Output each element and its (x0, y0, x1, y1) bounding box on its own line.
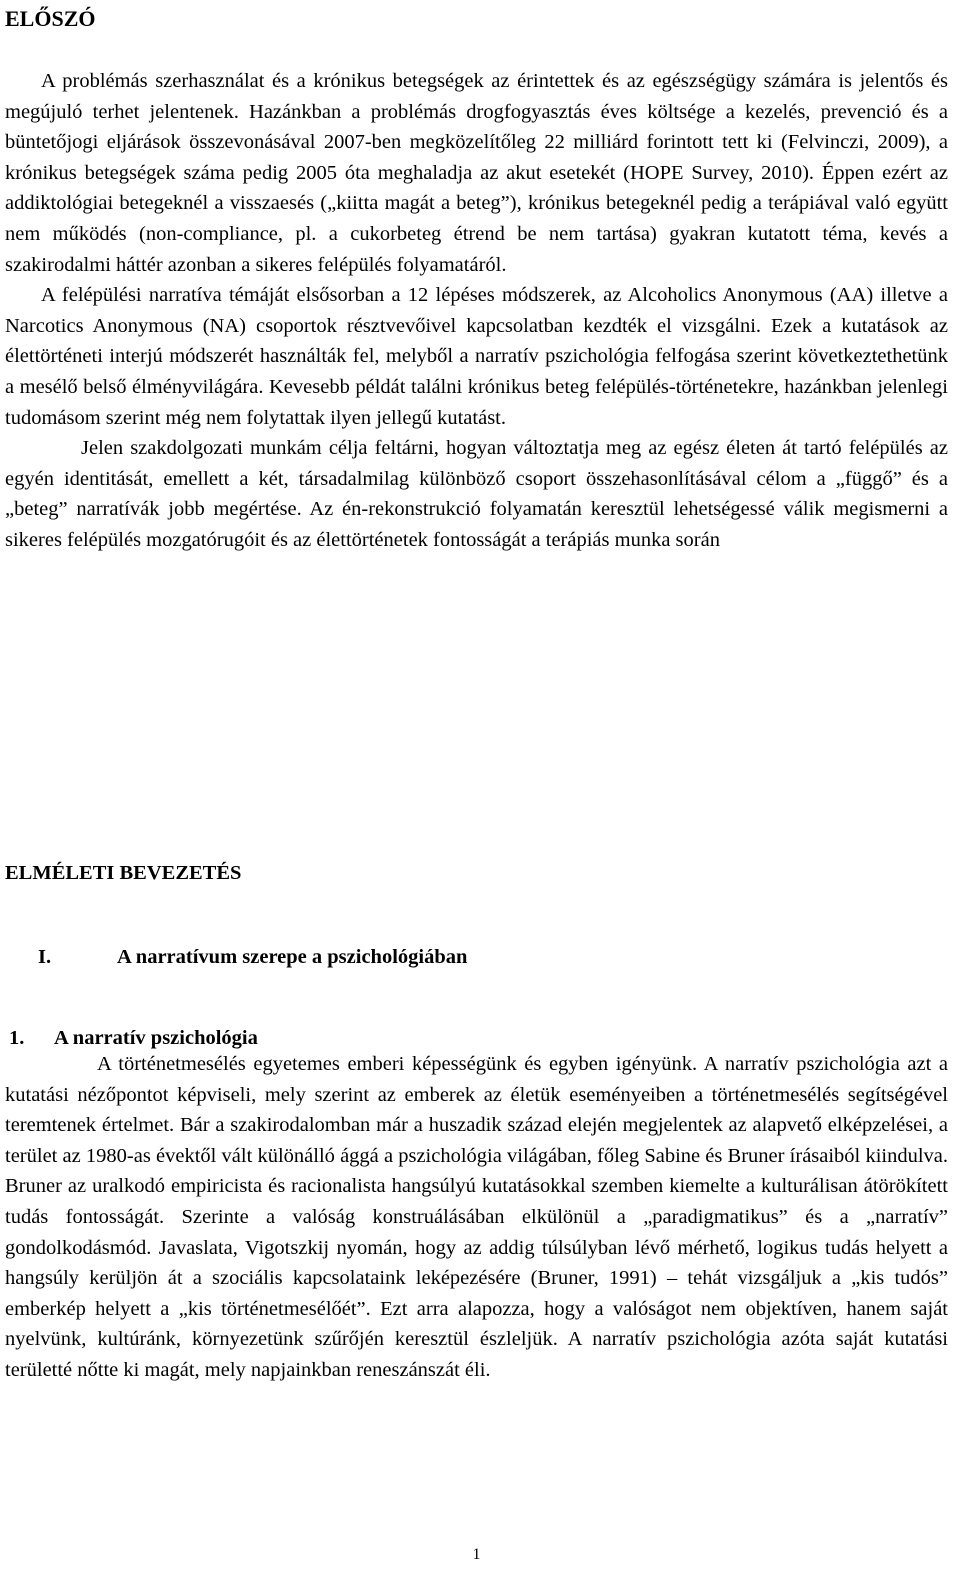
chapter-number: I. (38, 946, 52, 968)
chapter-title: A narratívum szerepe a pszichológiában (117, 946, 468, 968)
subsection-number: 1. (9, 1027, 25, 1049)
subsection-title: A narratív pszichológia (54, 1027, 258, 1049)
subsection-body (5, 1049, 948, 1386)
heading-theory: ELMÉLETI BEVEZETÉS (5, 862, 242, 884)
foreword-paragraph-1: A problémás szerhasználat és a krónikus betegségek az érintettek és az egészségügy számára is jelentős és megújuló terhet jelentenek. Hazánkban a problémás drogfogyasztás éves költsége a kezelés, prevenció és a büntetőjogi eljárások összevonásával 2007-ben megközelítőleg 22 milliárd forintott tett ki (Felvinczi, 2009), a krónikus betegségek száma pedig 2005 óta meghaladja az akut esetekét (HOPE Survey, 2010). Éppen ezért az addiktológiai betegeknél a visszaesés („kiitta magát a beteg”), krónikus betegeknél pedig a terápiával való együtt nem működés (non-compliance, pl. a cukorbeteg étrend be nem tartása) gyakran kutatott téma, kevés a szakirodalmi háttér azonban a sikeres felépülés folyamatáról. (5, 70, 948, 276)
heading-foreword: ELŐSZÓ (5, 6, 96, 31)
page-number: 1 (472, 1546, 481, 1563)
chapter-heading (38, 944, 467, 970)
foreword-paragraph-2: A felépülési narratíva témáját elsősorban a 12 lépéses módszerek, az Alcoholics Anonymous (AA) illetve a Narcotics Anonymous (NA) csoportok résztvevőivel kapcsolatban kezdték el vizsgálni. Ezek a kutatások az élettörténeti interjú módszerét használták fel, melyből a narratív pszichológia felfogása szerint következtethetünk a mesélő belső élményvilágára. Kevesebb példát találni krónikus beteg felépülés-történetekre, hazánkban jelenlegi tudomásom szerint még nem folytattak ilyen jellegű kutatást. (5, 284, 948, 429)
foreword-body (5, 66, 948, 556)
foreword-paragraph-3: Jelen szakdolgozati munkám célja feltárni, hogyan változtatja meg az egész életen át tartó felépülés az egyén identitását, emellett a két, társadalmilag különböző csoport összehasonlításával célom a „függő” és a „beteg” narratívák jobb megértése. Az én-rekonstrukció folyamatán keresztül lehetségessé válik megismerni a sikeres felépülés mozgatórugóit és az élettörténetek fontosságát a terápiás munka során (5, 437, 948, 551)
subsection-heading (5, 1025, 258, 1051)
subsection-paragraph: A történetmesélés egyetemes emberi képességünk és egyben igényünk. A narratív pszichológia azt a kutatási nézőpontot képviseli, mely szerint az emberek az életük eseményeiben a történetmesélés segítségével teremtenek értelmet. Bár a szakirodalomban már a huszadik század elején megjelentek az alapvető elképzelései, a terület az 1980-as évektől vált különálló ággá a pszichológia világában, főleg Sabine és Bruner írásaiból kiindulva. Bruner az uralkodó empiricista és racionalista hangsúlyú kutatásokkal szemben kiemelte a kulturálisan átörökített tudás fontosságát. Szerinte a valóság konstruálásában elkülönül a „paradigmatikus” és a „narratív” gondolkodásmód. Javaslata, Vigotszkij nyomán, hogy az addig túlsúlyban lévő mérhető, logikus tudás helyett a hangsúly kerüljön át a szociális kapcsolataink leképezésére (Bruner, 1991) – tehát vizsgáljuk a „kis tudós” emberkép helyett a „kis történetmesélőét”. Ezt arra alapozza, hogy a valóságot nem objektíven, hanem saját nyelvünk, kultúránk, környezetünk szűrőjén keresztül észleljük. A narratív pszichológia azóta saját kutatási területté nőtte ki magát, mely napjainkban reneszánszát éli. (5, 1053, 948, 1381)
